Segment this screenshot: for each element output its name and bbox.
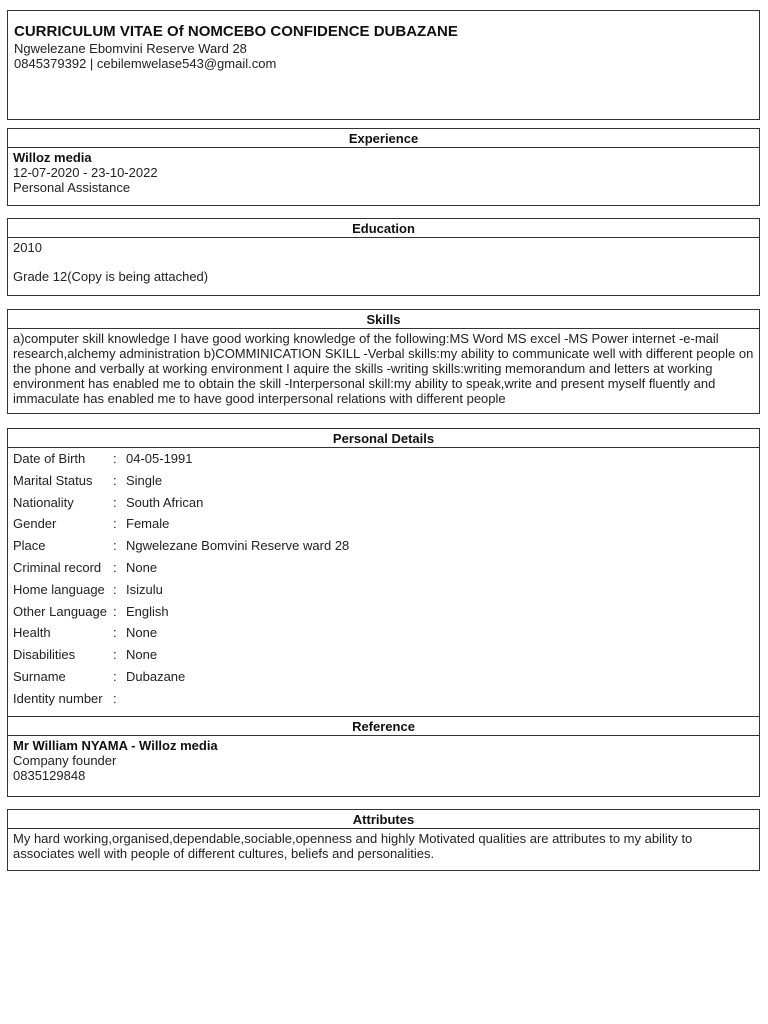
cv-title: CURRICULUM VITAE Of NOMCEBO CONFIDENCE DUBAZANE: [14, 23, 458, 40]
detail-separator: :: [113, 690, 117, 706]
detail-separator: :: [113, 647, 117, 663]
detail-value: English: [126, 603, 169, 619]
skills-section: [7, 309, 760, 414]
detail-row: [13, 644, 754, 666]
detail-row: [13, 448, 754, 470]
detail-value: Dubazane: [126, 668, 186, 684]
detail-label: Gender: [13, 516, 57, 532]
detail-value: None: [126, 559, 158, 575]
detail-value: None: [126, 647, 158, 663]
detail-row: [13, 513, 754, 535]
detail-row: [13, 601, 754, 623]
attributes-text: My hard working,organised,dependable,sociable,openness and highly Motivated qualities are attributes to my ability to associates well with people of different cultures, beliefs and personalities.: [13, 831, 693, 861]
reference-name: Mr William NYAMA - Willoz media: [13, 738, 218, 753]
detail-value: Ngwelezane Bomvini Reserve ward 28: [126, 538, 350, 554]
personal-details-heading: Personal Details: [8, 429, 759, 448]
detail-value: Female: [126, 516, 170, 532]
reference-section: [7, 716, 760, 797]
skills-heading: Skills: [8, 310, 759, 329]
detail-label: Surname: [13, 668, 66, 684]
detail-separator: :: [113, 559, 117, 575]
detail-separator: :: [113, 581, 117, 597]
detail-separator: :: [113, 625, 117, 641]
detail-label: Other Language: [13, 603, 107, 619]
reference-phone: 0835129848: [13, 768, 86, 783]
detail-separator: :: [113, 668, 117, 684]
experience-dates: 12-07-2020 - 23-10-2022: [13, 165, 158, 180]
detail-row: [13, 666, 754, 688]
detail-separator: :: [113, 603, 117, 619]
detail-label: Health: [13, 625, 51, 641]
detail-separator: :: [113, 472, 117, 488]
detail-row: [13, 535, 754, 557]
experience-heading: Experience: [8, 129, 759, 148]
attributes-heading: Attributes: [8, 810, 759, 829]
attributes-section: [7, 809, 760, 871]
detail-separator: :: [113, 494, 117, 510]
detail-row: [13, 492, 754, 514]
detail-row: [13, 470, 754, 492]
detail-label: Place: [13, 538, 46, 554]
detail-row: [13, 579, 754, 601]
detail-label: Criminal record: [13, 559, 102, 575]
cv-header: [7, 10, 760, 120]
detail-label: Disabilities: [13, 647, 76, 663]
detail-value: None: [126, 625, 158, 641]
education-heading: Education: [8, 219, 759, 238]
reference-heading: Reference: [8, 717, 759, 736]
experience-role: Personal Assistance: [13, 180, 131, 195]
detail-label: Identity number: [13, 690, 103, 706]
detail-row: [13, 688, 754, 710]
detail-separator: :: [113, 516, 117, 532]
detail-value: Isizulu: [126, 581, 163, 597]
personal-details-table: [8, 448, 759, 710]
education-year: 2010: [13, 240, 42, 255]
experience-section: [7, 128, 760, 206]
detail-value: Single: [126, 472, 163, 488]
detail-value: South African: [126, 494, 204, 510]
detail-label: Home language: [13, 581, 105, 597]
address: Ngwelezane Ebomvini Reserve Ward 28: [14, 41, 247, 56]
contact-info: 0845379392 | cebilemwelase543@gmail.com: [14, 56, 277, 71]
personal-details-section: [7, 428, 760, 717]
detail-row: [13, 622, 754, 644]
detail-value: 04-05-1991: [126, 451, 193, 466]
detail-row: [13, 557, 754, 579]
skills-text: a)computer skill knowledge I have good working knowledge of the following:MS Word MS excel -MS Power internet -e-mail research,alchemy administration b)COMMINICATION SKILL -Verbal skills:my ability to communicate well with different people on the phone and verbally at working environment I aquire the skills -writing skills:writing memorandum and letters at working environment has enabled me to obtain the skill -Interpersonal skill:my ability to speak,write and present myself fluently and immaculate has enabled me to have good interpersonal relations with different people: [13, 331, 754, 406]
education-qualification: Grade 12(Copy is being attached): [13, 269, 209, 284]
detail-label: Date of Birth: [13, 451, 86, 466]
detail-label: Nationality: [13, 494, 74, 510]
detail-separator: :: [113, 538, 117, 554]
detail-label: Marital Status: [13, 472, 93, 488]
detail-separator: :: [113, 451, 117, 466]
experience-company: Willoz media: [13, 150, 92, 165]
education-section: [7, 218, 760, 296]
reference-position: Company founder: [13, 753, 117, 768]
